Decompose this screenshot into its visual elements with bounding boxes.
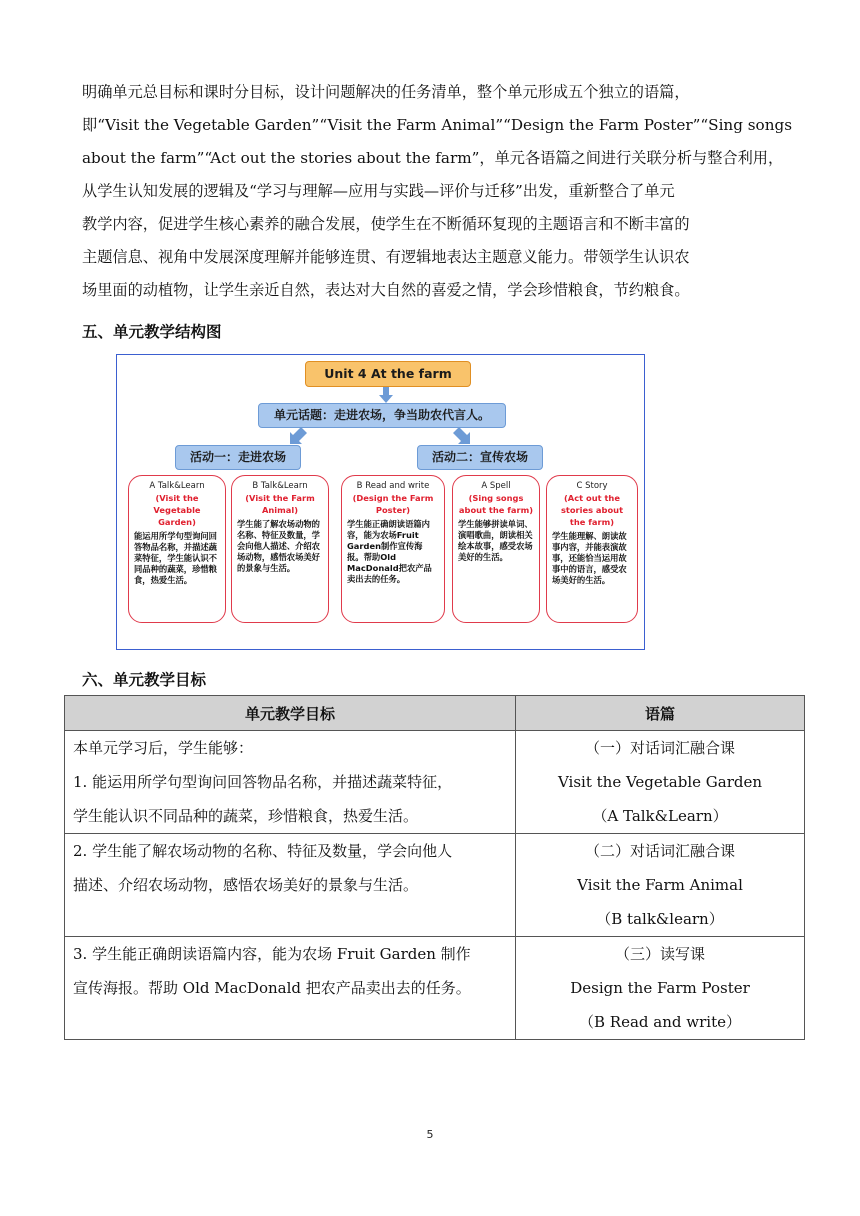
diagram-activity-1: 活动一：走进农场 [175, 445, 301, 470]
goal-line: 描述、介绍农场动物，感悟农场美好的景象与生活。 [73, 876, 419, 894]
intro-line: 主题信息、视角中发展深度理解并能够连贯、有逻辑地表达主题意义能力。带领学生认识农 [82, 248, 690, 266]
intro-line: about the farm”“Act out the stories about the farm”，单元各语篇之间进行关联分析与整合利用， [82, 149, 784, 167]
text-line: （B Read and write） [579, 1013, 741, 1031]
card-subtitle: (Visit the Vegetable Garden) [153, 493, 201, 527]
intro-line: 教学内容，促进学生核心素养的融合发展，使学生在不断循环复现的主题语言和不断丰富的 [82, 215, 690, 233]
column-header: 单元教学目标 [65, 696, 516, 731]
card-description: 学生能正确朗读语篇内容，能为农场Fruit Garden制作宣传海报。帮助Old MacDonald把农产品卖出去的任务。 [347, 519, 432, 584]
card-title: A Spell [481, 481, 511, 491]
goal-line: 宣传海报。帮助 Old MacDonald 把农产品卖出去的任务。 [73, 979, 471, 997]
page-number: 5 [426, 1128, 434, 1141]
text-line: （A Talk&Learn） [592, 807, 728, 825]
goal-line: 3. 学生能正确朗读语篇内容，能为农场 Fruit Garden 制作 [73, 945, 471, 963]
card-subtitle: (Design the Farm Poster) [352, 493, 434, 515]
goal-cell [65, 834, 516, 937]
diagram-unit-title: Unit 4 At the farm [305, 361, 471, 387]
diagram-card [341, 475, 445, 623]
diagram-card [546, 475, 638, 623]
card-title: A Talk&Learn [149, 481, 205, 491]
intro-line: 即“Visit the Vegetable Garden”“Visit the Farm Animal”“Design the Farm Poster”“Sing songs [82, 116, 792, 134]
column-header: 语篇 [516, 696, 805, 731]
text-line: （三）读写课 [614, 945, 705, 963]
diagram-card [452, 475, 540, 623]
text-cell [516, 834, 805, 937]
table-header-row [65, 696, 805, 731]
text-line: Visit the Farm Animal [577, 876, 743, 894]
arrow-down-icon [379, 387, 393, 403]
diagram-topic: 单元话题：走进农场，争当助农代言人。 [258, 403, 506, 428]
text-cell [516, 937, 805, 1040]
text-line: Design the Farm Poster [570, 979, 750, 997]
intro-paragraph [82, 76, 792, 307]
intro-line: 从学生认知发展的逻辑及“学习与理解—应用与实践—评价与迁移”出发，重新整合了单元 [82, 182, 675, 200]
card-description: 学生能够拼读单词、演唱歌曲，朗读相关绘本故事，感受农场美好的生活。 [458, 519, 533, 562]
text-line: （一）对话词汇融合课 [584, 739, 735, 757]
diagram-activity-2: 活动二：宣传农场 [417, 445, 543, 470]
diagram-card [231, 475, 329, 623]
card-subtitle: (Sing songs about the farm) [458, 493, 534, 515]
goal-line: 本单元学习后，学生能够： [73, 739, 254, 757]
table-row [65, 937, 805, 1040]
intro-line: 场里面的动植物，让学生亲近自然，表达对大自然的喜爱之情，学会珍惜粮食，节约粮食。 [82, 281, 690, 299]
goal-line [73, 902, 507, 936]
table-row [65, 731, 805, 834]
unit-structure-diagram [116, 354, 645, 650]
text-cell [516, 731, 805, 834]
section-heading-goals: 六、单元教学目标 [82, 671, 207, 689]
arrow-down-left-icon [289, 427, 307, 445]
goal-cell [65, 937, 516, 1040]
intro-line: 明确单元总目标和课时分目标，设计问题解决的任务清单，整个单元形成五个独立的语篇， [82, 83, 690, 101]
card-title: B Read and write [356, 481, 430, 491]
arrow-down-right-icon [453, 427, 471, 445]
goal-line: 学生能认识不同品种的蔬菜，珍惜粮食，热爱生活。 [73, 807, 419, 825]
goal-line: 1. 能运用所学句型询问回答物品名称，并描述蔬菜特征， [73, 773, 453, 791]
text-line: （二）对话词汇融合课 [584, 842, 735, 860]
goal-cell [65, 731, 516, 834]
card-description: 能运用所学句型询问回答物品名称，并描述蔬菜特征，学生能认识不同品种的蔬菜，珍惜粮食，热爱生活。 [134, 531, 217, 585]
text-line: Visit the Vegetable Garden [557, 773, 763, 791]
section-heading-structure: 五、单元教学结构图 [82, 323, 222, 341]
goal-line [73, 1005, 507, 1039]
card-description: 学生能了解农场动物的名称、特征及数量，学会向他人描述、介绍农场动物，感悟农场美好的景象与生活。 [237, 519, 320, 573]
card-description: 学生能理解、朗读故事内容，并能表演故事，还能恰当运用故事中的语言，感受农场美好的生活。 [552, 531, 627, 585]
card-subtitle: (Act out the stories about the farm) [560, 493, 624, 527]
diagram-card [128, 475, 226, 623]
table-row [65, 834, 805, 937]
card-title: C Story [576, 481, 608, 491]
text-line: （B talk&learn） [596, 910, 724, 928]
goal-line: 2. 学生能了解农场动物的名称、特征及数量，学会向他人 [73, 842, 453, 860]
card-subtitle: (Visit the Farm Animal) [245, 493, 315, 515]
card-title: B Talk&Learn [252, 481, 308, 491]
goals-table [64, 695, 805, 1040]
